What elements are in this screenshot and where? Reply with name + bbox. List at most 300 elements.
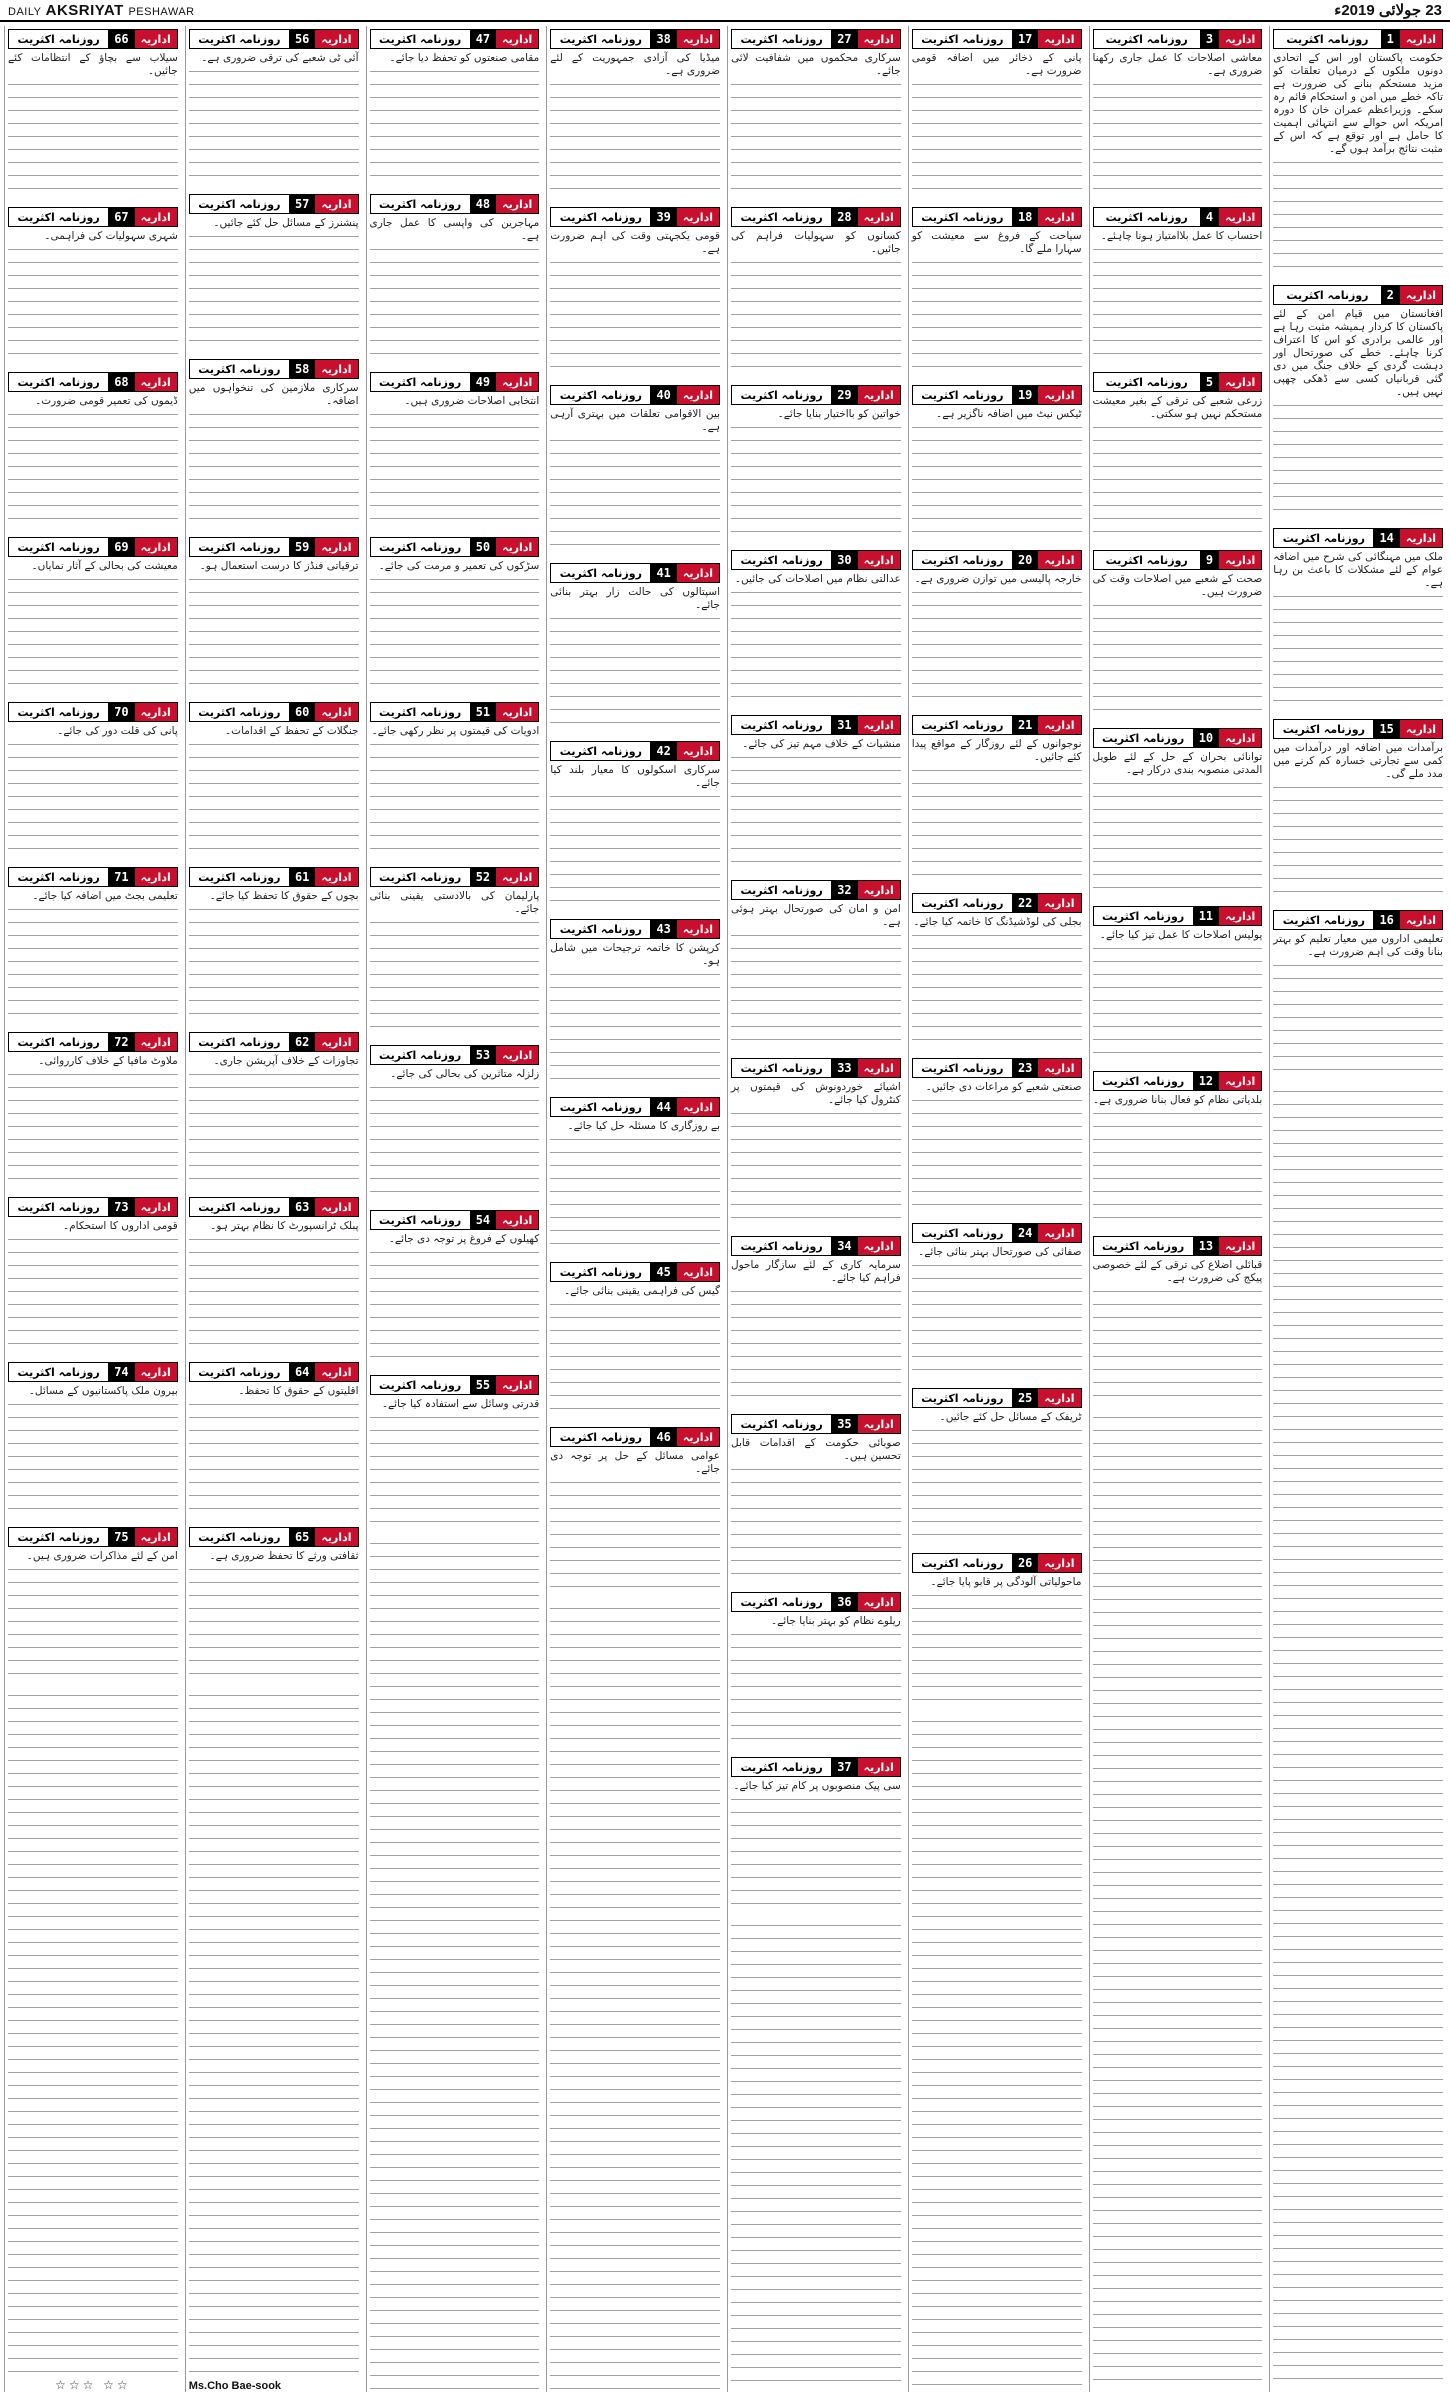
editorial-label: اداریہ (135, 703, 177, 721)
text-lines (550, 434, 720, 554)
editorial-header (1273, 528, 1443, 548)
editorial-item (1273, 26, 1443, 278)
editorial-item (912, 1385, 1082, 1546)
editorial-header (912, 1223, 1082, 1243)
text-lines (1273, 590, 1443, 710)
editorial-text: سرکاری محکموں میں شفافیت لائی جائے۔ (731, 52, 901, 77)
paper-name-label: روزنامہ اکثریت (9, 1033, 108, 1051)
editorial-number: 43 (650, 920, 676, 938)
editorial-number: 48 (470, 195, 496, 213)
editorial-text: تجاوزات کے خلاف آپریشن جاری۔ (213, 1055, 359, 1067)
paper-name-label: روزنامہ اکثریت (913, 716, 1012, 734)
text-lines (1273, 1085, 1443, 2390)
editorial-text: تعلیمی بجٹ میں اضافہ کیا جائے۔ (32, 890, 178, 902)
paper-name-label: روزنامہ اکثریت (9, 1528, 108, 1546)
paper-name-label: روزنامہ اکثریت (1274, 720, 1373, 738)
paper-name-label: روزنامہ اکثریت (913, 208, 1012, 226)
paper-name-label: روزنامہ اکثریت (1274, 911, 1373, 929)
editorial-text: پانی کی قلت دور کی جائے۔ (57, 725, 178, 737)
text-lines (189, 1689, 359, 2376)
editorial-header (370, 702, 540, 722)
editorial-number: 51 (470, 703, 496, 721)
editorial-number: 15 (1373, 720, 1399, 738)
editorial-item (8, 534, 178, 695)
editorial-header (550, 207, 720, 227)
editorial-item (370, 534, 540, 695)
editorial-text: سرکاری ملازمین کی تنخواہوں میں اضافہ۔ (188, 382, 359, 407)
editorial-number: 18 (1012, 208, 1038, 226)
editorial-label: اداریہ (858, 1415, 900, 1433)
editorial-item (189, 1524, 359, 1685)
editorial-header (1093, 207, 1263, 227)
text-lines (370, 738, 540, 858)
editorial-item (370, 369, 540, 530)
editorial-text: قدرتی وسائل سے استفادہ کیا جائے۔ (381, 1398, 540, 1410)
paper-name-label: روزنامہ اکثریت (1094, 551, 1200, 569)
editorial-label: اداریہ (315, 703, 357, 721)
editorial-item (8, 369, 178, 530)
editorial-text: معیشت کی بحالی کے آثار نمایاں۔ (31, 560, 178, 572)
editorial-item (550, 560, 720, 734)
editorial-label: اداریہ (1400, 30, 1442, 48)
editorial-label: اداریہ (677, 1428, 719, 1446)
paper-name-label: روزنامہ اکثریت (913, 894, 1012, 912)
editorial-header (189, 867, 359, 887)
editorial-header (731, 1236, 901, 1256)
editorial-number: 67 (108, 208, 134, 226)
text-lines (1093, 777, 1263, 897)
editorial-item (731, 1055, 901, 1229)
editorial-header (550, 1427, 720, 1447)
column-6 (366, 26, 543, 2392)
paper-name-label: روزنامہ اکثریت (190, 360, 289, 378)
editorial-number: 73 (108, 1198, 134, 1216)
editorial-header (1093, 372, 1263, 392)
editorial-label: اداریہ (1038, 386, 1080, 404)
editorial-header (8, 29, 178, 49)
editorial-item (1093, 903, 1263, 1064)
editorial-label: اداریہ (496, 868, 538, 886)
editorial-label: اداریہ (1219, 30, 1261, 48)
editorial-number: 24 (1012, 1224, 1038, 1242)
editorial-text: قومی یکجہتی وقت کی اہم ضرورت ہے۔ (550, 230, 720, 255)
paper-name-label: روزنامہ اکثریت (1094, 30, 1200, 48)
paper-name-label: روزنامہ اکثریت (1274, 286, 1380, 304)
text-lines (189, 408, 359, 528)
masthead-title (8, 2, 195, 19)
paper-name-label: روزنامہ اکثریت (551, 208, 650, 226)
editorial-text: اسپتالوں کی حالت زار بہتر بنائی جائے۔ (550, 586, 720, 611)
editorial-item (370, 1207, 540, 1368)
editorial-text: بچوں کے حقوق کا تحفظ کیا جائے۔ (209, 890, 359, 902)
text-lines (731, 929, 901, 1049)
text-lines (8, 1563, 178, 1683)
editorial-label: اداریہ (1038, 894, 1080, 912)
editorial-item (1273, 907, 1443, 1081)
paper-name-label: روزنامہ اکثریت (9, 373, 108, 391)
paper-name-label: روزنامہ اکثریت (371, 1046, 470, 1064)
text-lines (731, 1463, 901, 1583)
masthead (0, 0, 1450, 22)
editorial-label: اداریہ (1038, 1224, 1080, 1242)
text-lines (1273, 399, 1443, 519)
paper-name-label: روزنامہ اکثریت (1094, 1072, 1193, 1090)
text-lines (370, 243, 540, 363)
text-lines (912, 1259, 1082, 1379)
editorial-number: 50 (470, 538, 496, 556)
editorial-header (1093, 550, 1263, 570)
editorial-header (550, 385, 720, 405)
paper-name-label: روزنامہ اکثریت (732, 1593, 831, 1611)
editorial-text: خواتین کو بااختیار بنایا جائے۔ (777, 408, 901, 420)
editorial-label: اداریہ (677, 564, 719, 582)
editorial-number: 40 (650, 386, 676, 404)
column-7 (185, 26, 362, 2392)
paper-name-label: روزنامہ اکثریت (371, 30, 470, 48)
text-lines (1273, 156, 1443, 276)
paper-name-label: روزنامہ اکثریت (371, 703, 470, 721)
editorial-label: اداریہ (1219, 373, 1261, 391)
editorial-text: جنگلات کے تحفظ کے اقدامات۔ (225, 725, 359, 737)
editorial-label: اداریہ (1400, 529, 1442, 547)
paper-name-label: روزنامہ اکثریت (551, 1098, 650, 1116)
editorial-text: خارجہ پالیسی میں توازن ضروری ہے۔ (914, 573, 1082, 585)
editorial-number: 72 (108, 1033, 134, 1051)
editorial-text: انتخابی اصلاحات ضروری ہیں۔ (404, 395, 540, 407)
editorial-number: 56 (289, 30, 315, 48)
editorial-text: امن و امان کی صورتحال بہتر ہوئی ہے۔ (731, 903, 901, 928)
editorial-item (731, 877, 901, 1051)
text-lines (731, 1793, 901, 1913)
editorial-text: زرعی شعبے کی ترقی کے بغیر معیشت مستحکم نہیں ہو سکتی۔ (1092, 395, 1263, 420)
editorial-item (189, 1194, 359, 1355)
editorial-header (731, 29, 901, 49)
text-lines (550, 1602, 720, 2390)
editorial-number: 61 (289, 868, 315, 886)
paper-name-label: روزنامہ اکثریت (9, 703, 108, 721)
paper-name-label: روزنامہ اکثریت (551, 30, 650, 48)
editorial-item (370, 1042, 540, 1203)
editorial-header (1093, 1236, 1263, 1256)
editorial-header (8, 1197, 178, 1217)
editorial-number: 1 (1381, 30, 1400, 48)
editorial-text: میڈیا کی آزادی جمہوریت کے لئے ضروری ہے۔ (550, 52, 720, 77)
text-lines (912, 929, 1082, 1049)
editorial-label: اداریہ (315, 1198, 357, 1216)
editorial-text: تعلیمی اداروں میں معیار تعلیم کو بہتر بنانا وقت کی اہم ضرورت ہے۔ (1273, 933, 1443, 958)
text-lines (731, 1628, 901, 1748)
paper-name-label: روزنامہ اکثریت (1094, 1237, 1193, 1255)
editorial-text: سیاحت کے فروغ سے معیشت کو سہارا ملے گا۔ (911, 230, 1082, 255)
text-lines (1093, 1107, 1263, 1227)
editorial-label: اداریہ (1219, 1072, 1261, 1090)
editorial-header (731, 880, 901, 900)
editorial-number: 16 (1373, 911, 1399, 929)
editorial-header (1093, 906, 1263, 926)
text-lines (912, 1589, 1082, 1709)
text-lines (189, 1398, 359, 1518)
paper-name-label: روزنامہ اکثریت (551, 920, 650, 938)
editorial-label: اداریہ (1038, 551, 1080, 569)
editorial-label: اداریہ (858, 1237, 900, 1255)
paper-name-label: روزنامہ اکثریت (551, 1428, 650, 1446)
editorial-number: 41 (650, 564, 676, 582)
editorial-item (550, 1259, 720, 1420)
editorial-number: 13 (1193, 1237, 1219, 1255)
editorial-text: صحت کے شعبے میں اصلاحات وقت کی ضرورت ہیں۔ (1092, 573, 1263, 598)
editorial-text: ڈیموں کی تعمیر قومی ضرورت۔ (35, 395, 178, 407)
paper-name-label: روزنامہ اکثریت (732, 1237, 831, 1255)
editorial-header (8, 207, 178, 227)
editorial-number: 37 (831, 1758, 857, 1776)
editorial-label: اداریہ (496, 1211, 538, 1229)
editorial-item (912, 1550, 1082, 1711)
paper-name-label: روزنامہ اکثریت (732, 881, 831, 899)
editorial-text: بجلی کی لوڈشیڈنگ کا خاتمہ کیا جائے۔ (913, 916, 1082, 928)
paper-name-label: روزنامہ اکثریت (1274, 529, 1373, 547)
paper-name-label: روزنامہ اکثریت (190, 538, 289, 556)
editorial-text: عوامی مسائل کے حل پر توجہ دی جائے۔ (550, 1450, 720, 1475)
editorial-number: 2 (1381, 286, 1400, 304)
masthead-paper-name: AKSRIYAT (45, 1, 124, 19)
editorial-text: احتساب کا عمل بلاامتیاز ہونا چاہئے۔ (1100, 230, 1263, 242)
editorial-item (189, 1029, 359, 1190)
editorial-item (912, 712, 1082, 886)
editorial-number: 62 (289, 1033, 315, 1051)
editorial-label: اداریہ (315, 538, 357, 556)
editorial-number: 14 (1373, 529, 1399, 547)
editorial-header (912, 1388, 1082, 1408)
editorial-item (1093, 369, 1263, 543)
text-lines (189, 903, 359, 1023)
paper-name-label: روزنامہ اکثریت (9, 538, 108, 556)
text-lines (912, 1715, 1082, 2390)
editorial-number: 42 (650, 742, 676, 760)
editorial-header (1273, 910, 1443, 930)
editorial-header (370, 372, 540, 392)
editorial-number: 19 (1012, 386, 1038, 404)
editorial-header (912, 385, 1082, 405)
editorial-header (912, 1553, 1082, 1573)
editorial-label: اداریہ (315, 1363, 357, 1381)
editorial-header (912, 207, 1082, 227)
cartoon-credit: Ms.Cho Bae-sook (188, 2380, 282, 2392)
text-lines (550, 612, 720, 732)
text-lines (912, 586, 1082, 706)
editorial-header (189, 702, 359, 722)
text-lines (1093, 599, 1263, 719)
editorial-text: ملاوٹ مافیا کے خلاف کارروائی۔ (38, 1055, 178, 1067)
editorial-label: اداریہ (135, 1363, 177, 1381)
editorial-text: افغانستان میں قیام امن کے لئے پاکستان کا کردار ہمیشہ مثبت رہا ہے اور عالمی برادری کو اس کا اعتراف کرنا چاہئے۔ خطے کی صورتحال اور دہشت گردی کے خلاف جنگ میں دی گئی قربانیاں کسی سے ڈھکی چھپی نہیں ہیں۔ (1273, 308, 1443, 398)
text-lines (8, 1398, 178, 1518)
editorial-number: 29 (831, 386, 857, 404)
editorial-header (8, 867, 178, 887)
editorial-label: اداریہ (496, 195, 538, 213)
editorial-text: نوجوانوں کے لئے روزگار کے مواقع پیدا کئے جائیں۔ (911, 738, 1082, 763)
editorial-label: اداریہ (135, 208, 177, 226)
text-lines (731, 1285, 901, 1405)
editorial-header (912, 893, 1082, 913)
text-lines (1093, 421, 1263, 541)
editorial-text: آئی ٹی شعبے کی ترقی ضروری ہے۔ (201, 52, 359, 64)
editorial-header (731, 1414, 901, 1434)
editorial-header (1273, 719, 1443, 739)
editorial-header (1093, 728, 1263, 748)
editorial-text: سی پیک منصوبوں پر کام تیز کیا جائے۔ (733, 1780, 901, 1792)
column-8 (4, 26, 181, 2392)
paper-name-label: روزنامہ اکثریت (913, 1554, 1012, 1572)
editorial-item (731, 1233, 901, 1407)
editorial-number: 68 (108, 373, 134, 391)
editorial-text: ٹریفک کے مسائل حل کئے جائیں۔ (939, 1411, 1082, 1423)
editorial-header (550, 1097, 720, 1117)
editorial-header (8, 372, 178, 392)
editorial-text: مقامی صنعتوں کو تحفظ دیا جائے۔ (389, 52, 540, 64)
editorial-number: 3 (1200, 30, 1219, 48)
editorial-text: پنشنرز کے مسائل حل کئے جائیں۔ (213, 217, 359, 229)
editorial-number: 65 (289, 1528, 315, 1546)
paper-name-label: روزنامہ اکثریت (9, 1198, 108, 1216)
editorial-label: اداریہ (677, 30, 719, 48)
editorial-text: گیس کی فراہمی یقینی بنائی جائے۔ (564, 1285, 720, 1297)
text-lines (550, 968, 720, 1088)
editorial-page (4, 26, 1446, 2392)
editorial-text: برآمدات میں اضافہ اور درآمدات میں کمی سے تجارتی خسارہ کم کرنے میں مدد ملے گی۔ (1273, 742, 1443, 780)
text-lines (1093, 243, 1263, 363)
editorial-number: 75 (108, 1528, 134, 1546)
text-lines (1093, 1411, 1263, 2390)
editorial-header (731, 385, 901, 405)
editorial-number: 38 (650, 30, 676, 48)
editorial-number: 35 (831, 1415, 857, 1433)
editorial-text: پولیس اصلاحات کا عمل تیز کیا جائے۔ (1099, 929, 1263, 941)
paper-name-label: روزنامہ اکثریت (732, 208, 831, 226)
editorial-text: کھیلوں کے فروغ پر توجہ دی جائے۔ (388, 1233, 540, 1245)
editorial-text: صوبائی حکومت کے اقدامات قابل تحسین ہیں۔ (731, 1437, 901, 1462)
editorial-header (1273, 285, 1443, 305)
editorial-number: 53 (470, 1046, 496, 1064)
editorial-text: سرکاری اسکولوں کا معیار بلند کیا جائے۔ (550, 764, 720, 789)
editorial-number: 34 (831, 1237, 857, 1255)
paper-name-label: روزنامہ اکثریت (9, 1363, 108, 1381)
editorial-text: پارلیمان کی بالادستی یقینی بنائی جائے۔ (369, 890, 540, 915)
editorial-header (8, 702, 178, 722)
editorial-number: 9 (1200, 551, 1219, 569)
editorial-item (731, 712, 901, 873)
editorial-text: قبائلی اضلاع کی ترقی کے لئے خصوصی پیکج کی ضرورت ہے۔ (1092, 1259, 1263, 1284)
editorial-item (550, 26, 720, 200)
editorial-number: 30 (831, 551, 857, 569)
editorial-item (370, 699, 540, 860)
text-lines (189, 230, 359, 350)
text-lines (550, 78, 720, 198)
editorial-text: ثقافتی ورثے کا تحفظ ضروری ہے۔ (209, 1550, 359, 1562)
editorial-label: اداریہ (677, 208, 719, 226)
editorial-text: توانائی بحران کے حل کے لئے طویل المدتی منصوبہ بندی درکار ہے۔ (1092, 751, 1263, 776)
editorial-item (550, 916, 720, 1090)
editorial-header (1273, 29, 1443, 49)
editorial-number: 45 (650, 1263, 676, 1281)
text-lines (189, 65, 359, 185)
editorial-text: معاشی اصلاحات کا عمل جاری رکھنا ضروری ہے۔ (1092, 52, 1263, 77)
text-lines (370, 1246, 540, 1366)
editorial-item (189, 699, 359, 860)
paper-name-label: روزنامہ اکثریت (371, 538, 470, 556)
editorial-label: اداریہ (677, 742, 719, 760)
editorial-number: 47 (470, 30, 496, 48)
editorial-label: اداریہ (1038, 30, 1080, 48)
editorial-header (731, 207, 901, 227)
editorial-text: بلدیاتی نظام کو فعال بنانا ضروری ہے۔ (1093, 1094, 1263, 1106)
editorial-text: اقلیتوں کے حقوق کا تحفظ۔ (238, 1385, 359, 1397)
editorial-text: حکومت پاکستان اور اس کے اتحادی دونوں ملکوں کے درمیان تعلقات کو مزید مستحکم بنانے کی ضرورت ہے تاکہ خطے میں امن و استحکام قائم رہ سکے۔ وزیراعظم عمران خان کا دورہ امریکہ اس حوالے سے انتہائی اہمیت کا حامل ہے اور توقع ہے کہ اس کے مثبت نتائج برآمد ہوں گے۔ (1273, 52, 1443, 155)
text-lines (8, 738, 178, 858)
editorial-item (8, 1029, 178, 1190)
editorial-label: اداریہ (496, 30, 538, 48)
editorial-item (912, 26, 1082, 200)
text-lines (912, 78, 1082, 198)
text-lines (189, 1563, 359, 1683)
editorial-header (731, 715, 901, 735)
paper-name-label: روزنامہ اکثریت (732, 386, 831, 404)
text-lines (8, 408, 178, 528)
paper-name-label: روزنامہ اکثریت (371, 1211, 470, 1229)
paper-name-label: روزنامہ اکثریت (732, 1758, 831, 1776)
editorial-label: اداریہ (1219, 1237, 1261, 1255)
paper-name-label: روزنامہ اکثریت (551, 1263, 650, 1281)
editorial-item (1273, 716, 1443, 903)
editorial-number: 4 (1200, 208, 1219, 226)
editorial-header (8, 1032, 178, 1052)
editorial-header (370, 1375, 540, 1395)
editorial-label: اداریہ (858, 716, 900, 734)
text-lines (731, 256, 901, 376)
editorial-label: اداریہ (315, 1528, 357, 1546)
text-lines (370, 916, 540, 1036)
editorial-header (370, 29, 540, 49)
editorial-text: منشیات کے خلاف مہم تیز کی جائے۔ (742, 738, 901, 750)
editorial-text: ٹیکس نیٹ میں اضافہ ناگزیر ہے۔ (936, 408, 1082, 420)
editorial-label: اداریہ (496, 373, 538, 391)
column-2 (1089, 26, 1266, 2392)
editorial-number: 5 (1200, 373, 1219, 391)
editorial-label: اداریہ (496, 1376, 538, 1394)
editorial-text: پبلک ٹرانسپورٹ کا نظام بہتر ہو۔ (210, 1220, 359, 1232)
column-1 (1269, 26, 1446, 2392)
editorial-item (731, 204, 901, 378)
text-lines (370, 1411, 540, 1531)
editorial-item (550, 738, 720, 912)
editorial-item (731, 547, 901, 708)
editorial-number: 23 (1012, 1059, 1038, 1077)
paper-name-label: روزنامہ اکثریت (732, 551, 831, 569)
editorial-number: 21 (1012, 716, 1038, 734)
text-lines (8, 1068, 178, 1188)
text-lines (370, 408, 540, 528)
editorial-item (550, 1424, 720, 1598)
editorial-item (1093, 547, 1263, 721)
editorial-item (731, 1754, 901, 1915)
editorial-text: اشیائے خوردونوش کی قیمتوں پر کنٹرول کیا جائے۔ (731, 1081, 901, 1106)
editorial-text: بین الاقوامی تعلقات میں بہتری آرہی ہے۔ (550, 408, 720, 433)
editorial-item (1093, 204, 1263, 365)
text-lines (731, 586, 901, 706)
editorial-item (370, 1372, 540, 1533)
editorial-text: مہاجرین کی واپسی کا عمل جاری ہے۔ (369, 217, 540, 242)
editorial-text: سرمایہ کاری کے لئے سازگار ماحول فراہم کیا جائے۔ (731, 1259, 901, 1284)
editorial-item (370, 26, 540, 187)
